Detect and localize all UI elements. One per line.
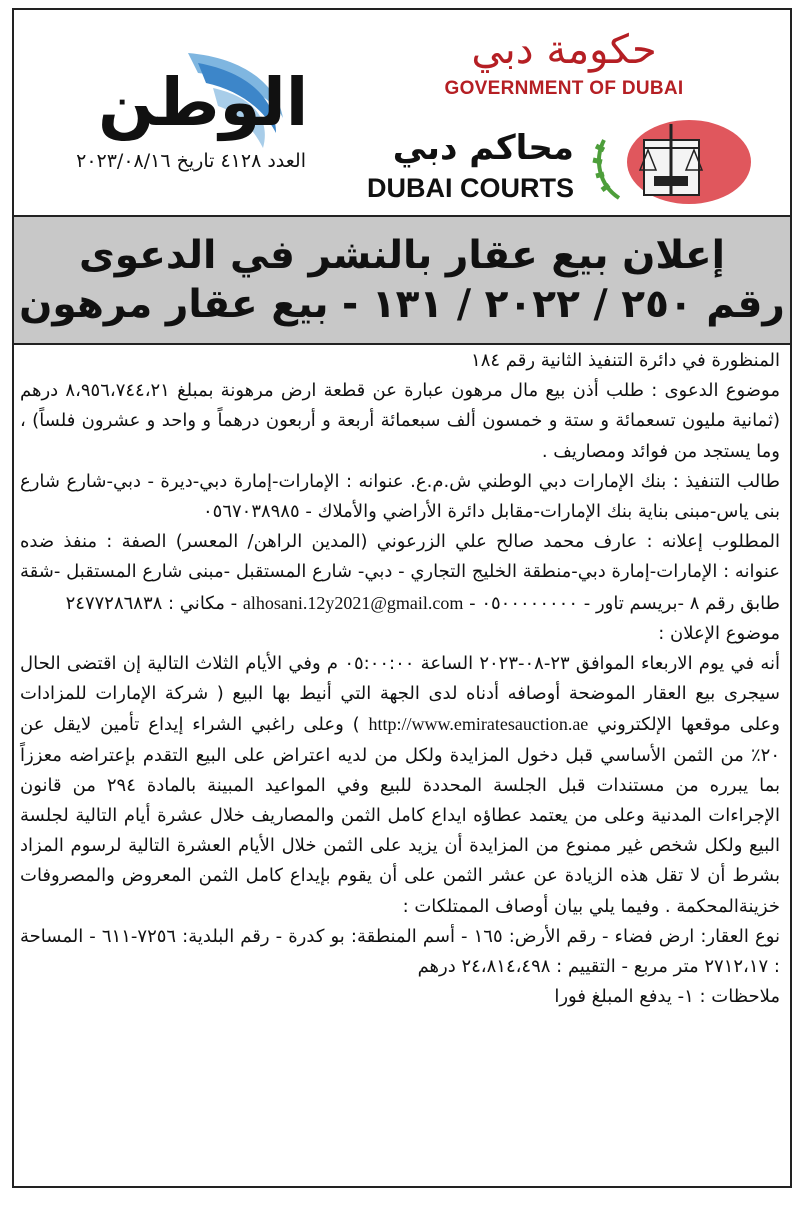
defendant-info [20,527,780,619]
issue-info: العدد ٤١٢٨ تاريخ ٢٠٢٣/٠٨/١٦ [76,150,306,172]
government-arabic: حكومة دبي [471,27,657,73]
courts-emblem-icon [574,110,754,210]
header [14,10,790,215]
case-subject: موضوع الدعوى : طلب أذن بيع مال مرهون عبارة عن قطعة ارض مرهونة بمبلغ ٨،٩٥٦،٧٤٤،٢١ درهم (ثمانية مليون تسعمائة و ستة و خمسون ألف سبعمائة أربعة و أربعون درهماً و واحد و عشرون فلساً) ، وما يستجد من فوائد ومصاريف . [20,380,781,462]
auction-website-link[interactable]: http://www.emiratesauction.ae [368,714,589,735]
newspaper-name: الوطن [98,64,309,141]
courts-arabic: محاكم دبي [392,128,574,168]
notes: ملاحظات : ١- يدفع المبلغ فورا [554,986,780,1008]
courts-name [354,130,574,204]
circuit-info: المنظورة في دائرة التنفيذ الثانية رقم ١٨٤ [471,350,780,371]
notice-subject-heading: موضوع الإعلان : [658,622,780,644]
email-link[interactable]: alhosani.12y2021@gmail.com [242,592,464,613]
auction-details [20,649,780,922]
auction-text-2: ) وعلى راغبي الشراء إيداع تأمين لايقل عن ٢٠٪ من الثمن الأساسي قبل دخول المزايدة ولكل من لديه اعتراض على البيع التقدم بإعتراضه معززاً بما يبرره من مستندات قبل الجلسة المحددة للبيع وفي المواعيد المبينة بالمادة ٢٩٤ من قانون الإجراءات المدنية وعلى من يعتمد عطاؤه ايداع كامل الثمن والمصاريف خلال عشرة أيام التالية لجلسة البيع ولكل شخص غير ممنوع من المزايدة أن يزيد على الثمن خلال الأيام العشرة التالية لرسوم المزاد بشرط أن لا تقل هذه الزيادة عن عشر الثمن على أن يقوم بإيداع كامل الثمن المعروض والمصروفات خزينةالمحكمة . وفيما يلي بيان أوصاف الممتلكات : [20,714,781,917]
notice-body [20,346,780,1012]
government-english: GOVERNMENT OF DUBAI [444,78,684,99]
title-line-2: رقم ٢٥٠ / ٢٠٢٢ / ١٣١ - بيع عقار مرهون [19,281,785,327]
courts-english: DUBAI COURTS [367,173,574,204]
notice-frame [12,8,792,1188]
execution-requester: طالب التنفيذ : بنك الإمارات دبي الوطني ش.م.ع. عنوانه : الإمارات-إمارة دبي-ديرة - دبي-شارع شارع بنى ياس-مبنى بناية بنك الإمارات-مقابل دائرة الأراضي والأملاك - ٠٥٦٧٠٣٨٩٨٥ [20,470,780,523]
auction-text-1: أنه في يوم الاربعاء الموافق ٢٣-٠٨-٢٠٢٣ الساعة ٠٥:٠٠:٠٠ م وفي الأيام الثلاث التالية إن اقتضى الحال سيجرى بيع العقار الموضحة أوصافه أدناه لدى الجهة التي أنيط بها البيع ( شركة الإمارات للمزادات وعلى موقعها الإلكتروني [20,653,780,736]
notice-title [14,215,790,345]
defendant-location: - مكاني : ٢٤٧٧٢٨٦٨٣٨ [65,592,243,614]
defendant-text: المطلوب إعلانه : عارف محمد صالح علي الزرعوني (المدين الراهن/ المعسر) الصفة : منفذ ضده عنوانه : الإمارات-إمارة دبي-منطقة الخليج التجاري - دبي- شارع المستقبل -مبنى شارع المستقبل -شقة طابق رقم ٨ -بريسم تاور - ٠٥٠٠٠٠٠٠٠٠ - [20,531,780,614]
property-description: نوع العقار: ارض فضاء - رقم الأرض: ١٦٥ - أسم المنطقة: بو كدرة - رقم البلدية: ٧٢٥٦-٦١١ - المساحة : ٢٧١٢،١٧ متر مربع - التقييم : ٢٤،٨١٤،٤٩٨ درهم [20,925,781,978]
government-logo [434,20,694,115]
title-line-1: إعلان بيع عقار بالنشر في الدعوى [79,233,725,278]
